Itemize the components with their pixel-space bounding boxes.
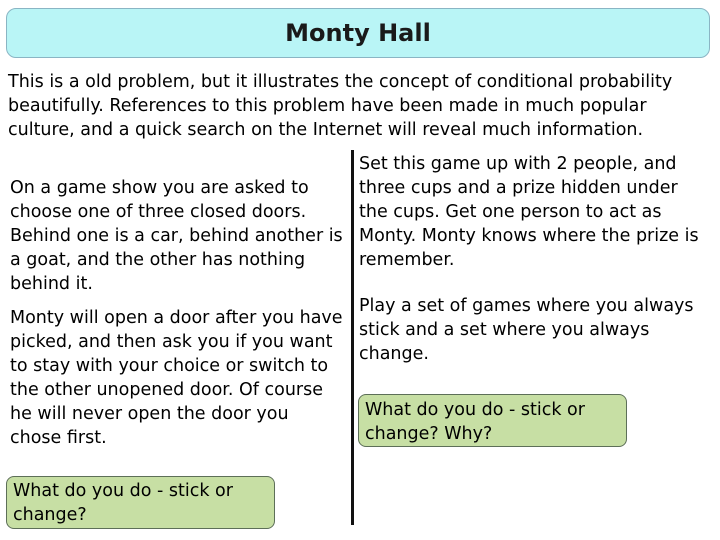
- game-show-description: On a game show you are asked to choose one of three closed doors. Behind one is a car, behind another is a goat, and the other has nothing behind it.: [10, 178, 343, 294]
- right-question-box: What do you do - stick or change? Why?: [358, 394, 627, 447]
- monty-rule-description: Monty will open a door after you have picked, and then ask you if you want to stay with your choice or switch to the other unopened door. Of course he will never open the door you chose first.: [10, 308, 343, 448]
- left-question-box: What do you do - stick or change?: [6, 476, 275, 529]
- intro-paragraph: This is a old problem, but it illustrates the concept of conditional probability beautifully. References to this problem have been made in much popular culture, and a quick search on the Internet will reveal much information.: [8, 72, 673, 140]
- activity-setup-description: Set this game up with 2 people, and three cups and a prize hidden under the cups. Get one person to act as Monty. Monty knows where the prize is remember.: [359, 154, 699, 270]
- column-divider: [351, 150, 354, 525]
- title-banner: [6, 8, 710, 58]
- activity-play-description: Play a set of games where you always stick and a set where you always change.: [359, 296, 694, 364]
- page-title: Monty Hall: [285, 19, 431, 47]
